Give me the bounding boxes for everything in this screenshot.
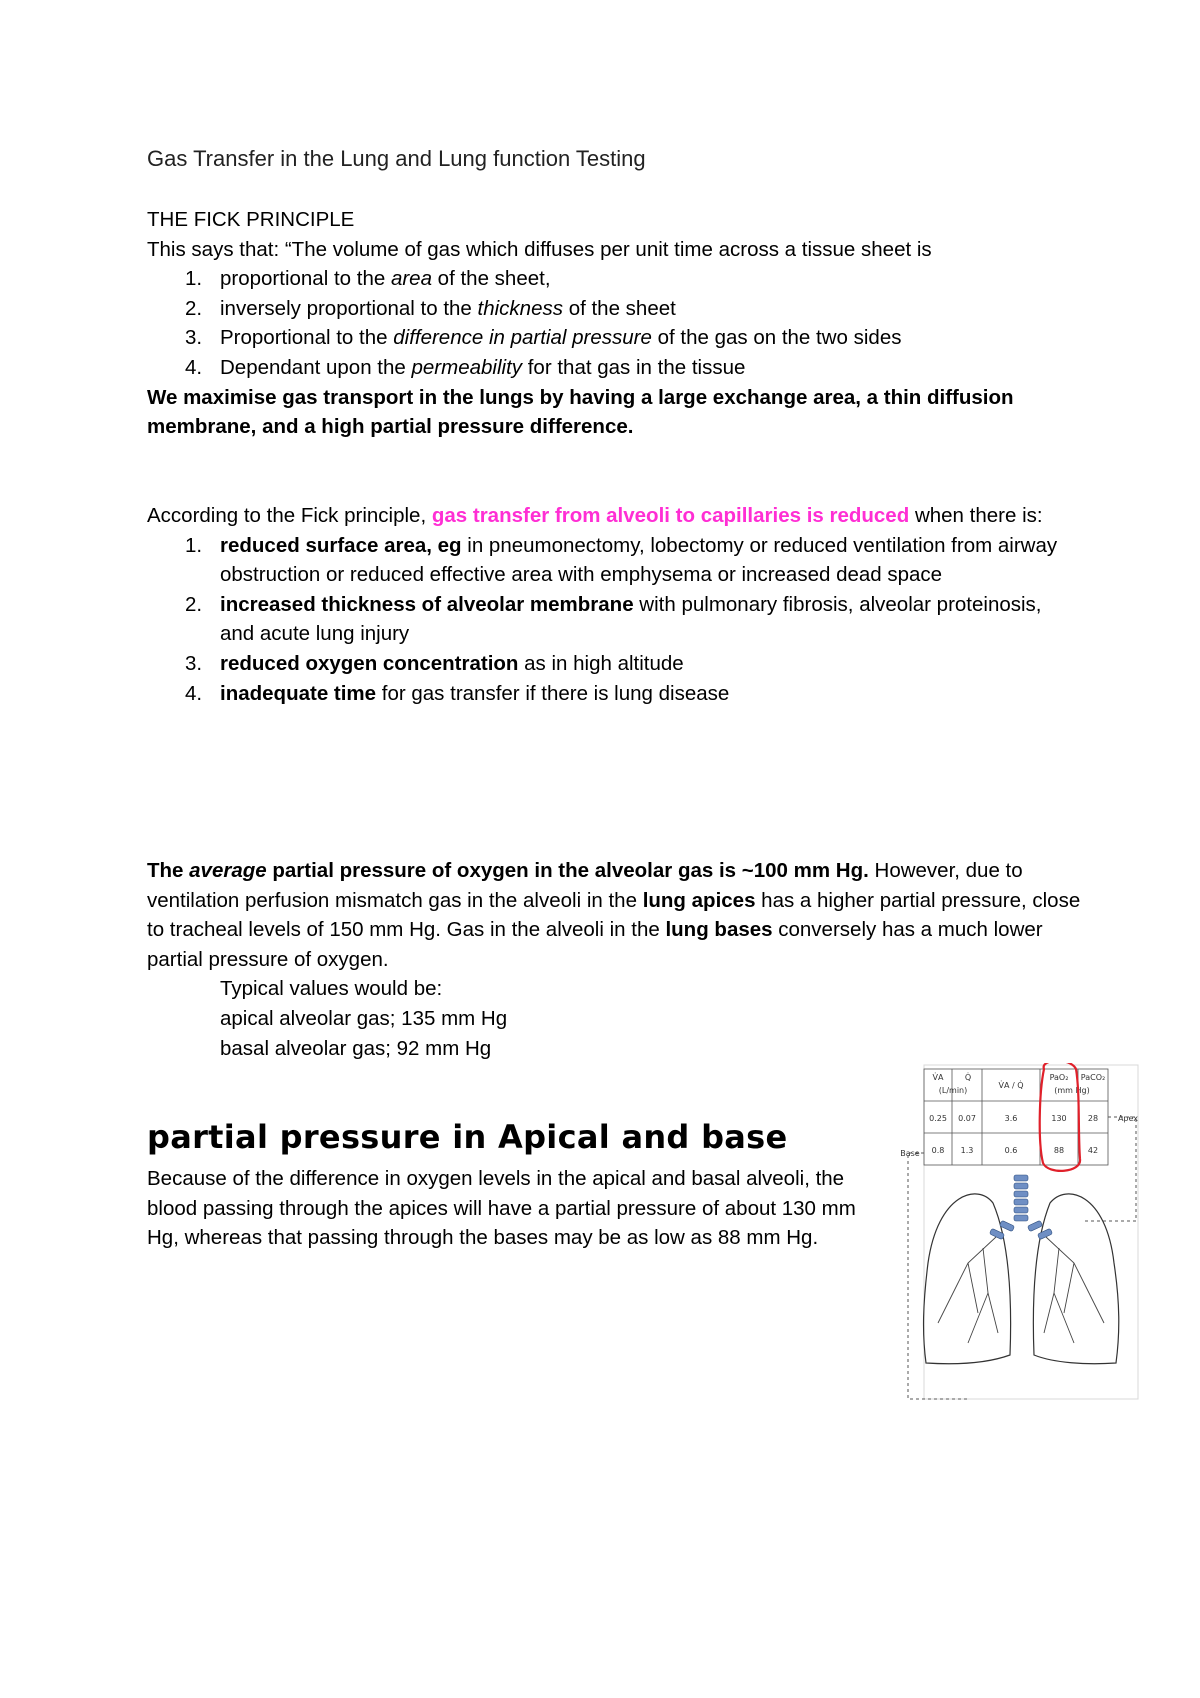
section-heading: partial pressure in Apical and base	[147, 1118, 788, 1156]
base-label: Base	[900, 1149, 920, 1158]
base-cell: 0.8	[931, 1146, 945, 1155]
header-q: Q̇	[964, 1073, 972, 1082]
apex-cell: 130	[1051, 1114, 1067, 1123]
header-va: V̇A	[932, 1073, 944, 1082]
apex-cell: 0.07	[958, 1114, 976, 1123]
header-vq-ratio: V̇A / Q̇	[998, 1081, 1024, 1090]
fick-heading: THE FICK PRINCIPLE	[147, 208, 355, 231]
units-flow: (L/min)	[938, 1086, 968, 1095]
alveolar-oxygen-section	[147, 856, 1087, 1063]
fick-summary: We maximise gas transport in the lungs by having a large exchange area, a thin diffusion membrane, and a high partial pressure difference.	[147, 385, 1014, 439]
base-cell: 1.3	[960, 1146, 974, 1155]
list-item: 3. reduced oxygen concentration as in high altitude	[185, 651, 684, 675]
highlight-text: gas transfer from alveoli to capillaries is reduced	[431, 504, 910, 527]
apex-label: Apex	[1117, 1114, 1139, 1123]
base-cell: 0.6	[1004, 1146, 1018, 1155]
reduced-intro: According to the Fick principle, gas transfer from alveoli to capillaries is reduced when there is:	[147, 504, 1043, 527]
basal-value: basal alveolar gas; 92 mm Hg	[220, 1036, 492, 1060]
reduced-list	[147, 531, 1077, 709]
fick-principle-section	[147, 205, 1087, 442]
base-cell: 88	[1053, 1146, 1065, 1155]
apical-value: apical alveolar gas; 135 mm Hg	[220, 1006, 508, 1030]
list-item: 3. Proportional to the difference in partial pressure of the gas on the two sides	[185, 326, 902, 350]
list-item: 2. increased thickness of alveolar membrane with pulmonary fibrosis, alveolar proteinosis, and acute lung injury	[185, 592, 1042, 646]
header-pao2: PaO₂	[1049, 1073, 1069, 1082]
list-item: 2. inversely proportional to the thickness of the sheet	[185, 296, 676, 320]
header-paco2: PaCO₂	[1080, 1073, 1106, 1082]
fick-list	[147, 264, 1087, 382]
apex-cell: 3.6	[1004, 1114, 1018, 1123]
list-item: 4. inadequate time for gas transfer if there is lung disease	[185, 681, 730, 705]
apex-cell: 0.25	[929, 1114, 947, 1123]
lung-vq-figure	[898, 1063, 1142, 1403]
units-pressure: (mm Hg)	[1054, 1086, 1090, 1095]
alveolar-oxygen-paragraph: The average partial pressure of oxygen in the alveolar gas is ~100 mm Hg. However, due to ventilation perfusion mismatch gas in the alveoli in the lung apices has a higher partial pressure, close to tracheal levels of 150 mm Hg. Gas in the alveoli in the lung bases conversely has a much lower partial pressure of oxygen.	[147, 859, 1081, 971]
document-title: Gas Transfer in the Lung and Lung function Testing	[147, 146, 646, 171]
fick-intro: This says that: “The volume of gas which diffuses per unit time across a tissue sheet is	[147, 237, 932, 261]
list-item: 4. Dependant upon the permeability for that gas in the tissue	[185, 355, 746, 379]
list-item: 1. reduced surface area, eg in pneumonectomy, lobectomy or reduced ventilation from airway obstruction or reduced effective area with emphysema or increased dead space	[185, 533, 1058, 587]
base-cell: 42	[1087, 1146, 1099, 1155]
apex-cell: 28	[1087, 1114, 1099, 1123]
list-item: 1. proportional to the area of the sheet,	[185, 267, 551, 291]
reduced-transfer-section	[147, 501, 1077, 708]
typical-values-label: Typical values would be:	[220, 977, 443, 1001]
apical-base-paragraph: Because of the difference in oxygen levels in the apical and basal alveoli, the blood passing through the apices will have a partial pressure of about 130 mm Hg, whereas that passing through the bases may be as low as 88 mm Hg.	[147, 1167, 856, 1250]
